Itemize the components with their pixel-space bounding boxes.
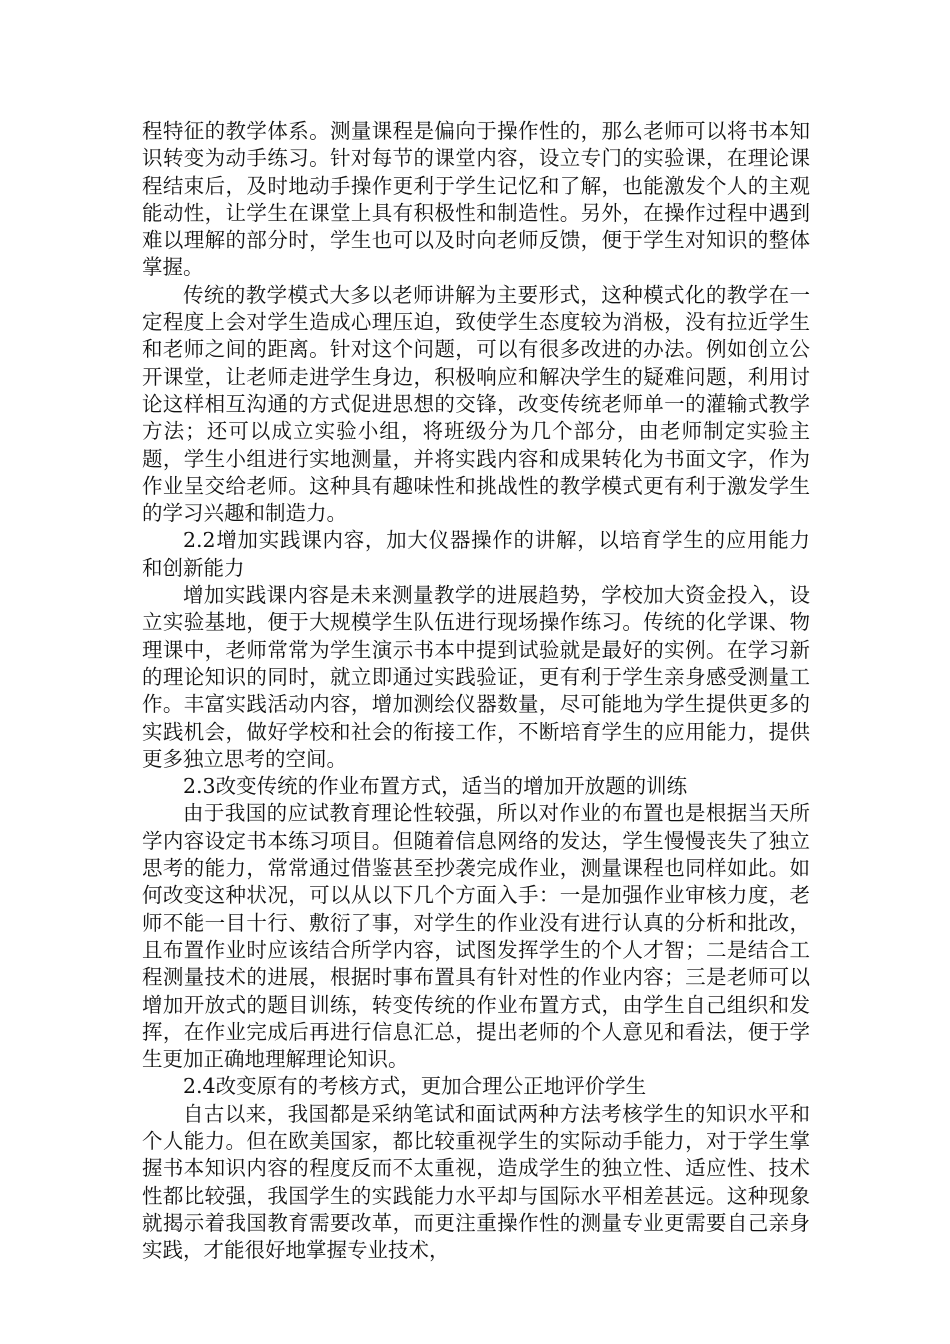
section-heading-2-4: 2.4改变原有的考核方式，更加合理公正地评价学生 (183, 1074, 647, 1099)
section-heading-2-2: 2.2增加实践课内容，加大仪器操作的讲解，以培育学生的应用能力和创新能力 (142, 528, 810, 580)
body-paragraph-5: 自古以来，我国都是采纳笔试和面试两种方法考核学生的知识水平和个人能力。但在欧美国家，都比较重视学生的实际动手能力，对于学生掌握书本知识内容的程度反而不太重视，造成学生的独立性、适应性、技术性都比较强，我国学生的实践能力水平却与国际水平相差甚远。这种现象就揭示着我国教育需要改革，而更注重操作性的测量专业更需要自己亲身实践，才能很好地掌握专业技术， (142, 1101, 810, 1263)
section-heading-2-3: 2.3改变传统的作业布置方式，适当的增加开放题的训练 (183, 774, 688, 799)
document-page (142, 118, 810, 1264)
body-paragraph-1: 程特征的教学体系。测量课程是偏向于操作性的，那么老师可以将书本知识转变为动手练习。针对每节的课堂内容，设立专门的实验课，在理论课程结束后，及时地动手操作更利于学生记忆和了解，也能激发个人的主观能动性，让学生在课堂上具有积极性和制造性。另外，在操作过程中遇到难以理解的部分时，学生也可以及时向老师反馈，便于学生对知识的整体掌握。 (142, 119, 810, 280)
body-paragraph-4: 由于我国的应试教育理论性较强，所以对作业的布置也是根据当天所学内容设定书本练习项目。但随着信息网络的发达，学生慢慢丧失了独立思考的能力，常常通过借鉴甚至抄袭完成作业，测量课程也同样如此。如何改变这种状况，可以从以下几个方面入手：一是加强作业审核力度，老师不能一目十行、敷衍了事，对学生的作业没有进行认真的分析和批改，且布置作业时应该结合所学内容，试图发挥学生的个人才智；二是结合工程测量技术的进展，根据时事布置具有针对性的作业内容；三是老师可以增加开放式的题目训练，转变传统的作业布置方式，由学生自己组织和发挥，在作业完成后再进行信息汇总，提出老师的个人意见和看法，便于学生更加正确地理解理论知识。 (142, 801, 810, 1072)
body-paragraph-2: 传统的教学模式大多以老师讲解为主要形式，这种模式化的教学在一定程度上会对学生造成心理压迫，致使学生态度较为消极，没有拉近学生和老师之间的距离。针对这个问题，可以有很多改进的办法。例如创立公开课堂，让老师走进学生身边，积极响应和解决学生的疑难问题，利用讨论这样相互沟通的方式促进思想的交锋，改变传统老师单一的灌输式教学方法；还可以成立实验小组，将班级分为几个部分，由老师制定实验主题，学生小组进行实地测量，并将实践内容和成果转化为书面文字，作为作业呈交给老师。这种具有趣味性和挑战性的教学模式更有利于激发学生的学习兴趣和制造力。 (142, 282, 810, 526)
body-paragraph-3: 增加实践课内容是未来测量教学的进展趋势，学校加大资金投入，设立实验基地，便于大规模学生队伍进行现场操作练习。传统的化学课、物理课中，老师常常为学生演示书本中提到试验就是最好的实例。在学习新的理论知识的同时，就立即通过实践验证，更有利于学生亲身感受测量工作。丰富实践活动内容，增加测绘仪器数量，尽可能地为学生提供更多的实践机会，做好学校和社会的衔接工作，不断培育学生的应用能力，提供更多独立思考的空间。 (142, 583, 810, 771)
